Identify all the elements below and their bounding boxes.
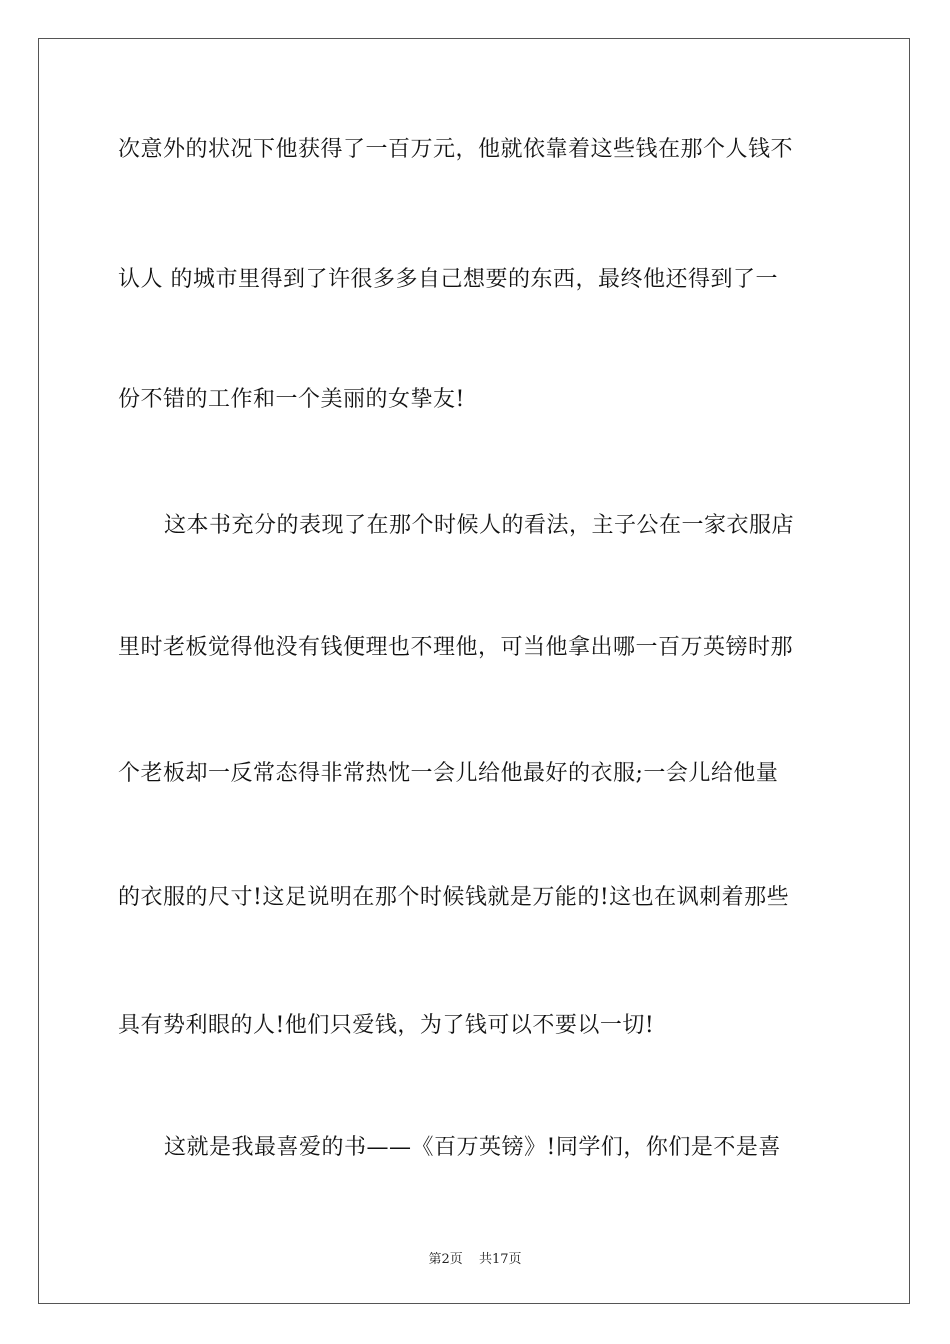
- paragraph-line: 具有势利眼的人!他们只爱钱，为了钱可以不要以一切!: [118, 1013, 655, 1038]
- paragraph-line: 认人 的城市里得到了许很多多自己想要的东西，最终他还得到了一: [118, 267, 778, 292]
- paragraph-line: 个老板却一反常态得非常热忱一会儿给他最好的衣服;一会儿给他量: [118, 761, 779, 786]
- paragraph-line: 次意外的状况下他获得了一百万元，他就依靠着这些钱在那个人钱不: [118, 137, 794, 162]
- page-border: [38, 38, 910, 1304]
- paragraph-line: 这就是我最喜爱的书——《百万英镑》!同学们，你们是不是喜: [164, 1135, 781, 1160]
- page-total: 共17页: [478, 1252, 522, 1267]
- paragraph-line: 里时老板觉得他没有钱便理也不理他，可当他拿出哪一百万英镑时那: [118, 635, 794, 660]
- paragraph-line: 的衣服的尺寸!这足说明在那个时候钱就是万能的!这也在讽刺着那些: [118, 885, 790, 910]
- page-number: 第2页: [428, 1252, 463, 1267]
- paragraph-line: 这本书充分的表现了在那个时候人的看法，主子公在一家衣服店: [164, 513, 795, 538]
- page-footer: [0, 1248, 950, 1267]
- paragraph-line: 份不错的工作和一个美丽的女挚友!: [118, 387, 465, 412]
